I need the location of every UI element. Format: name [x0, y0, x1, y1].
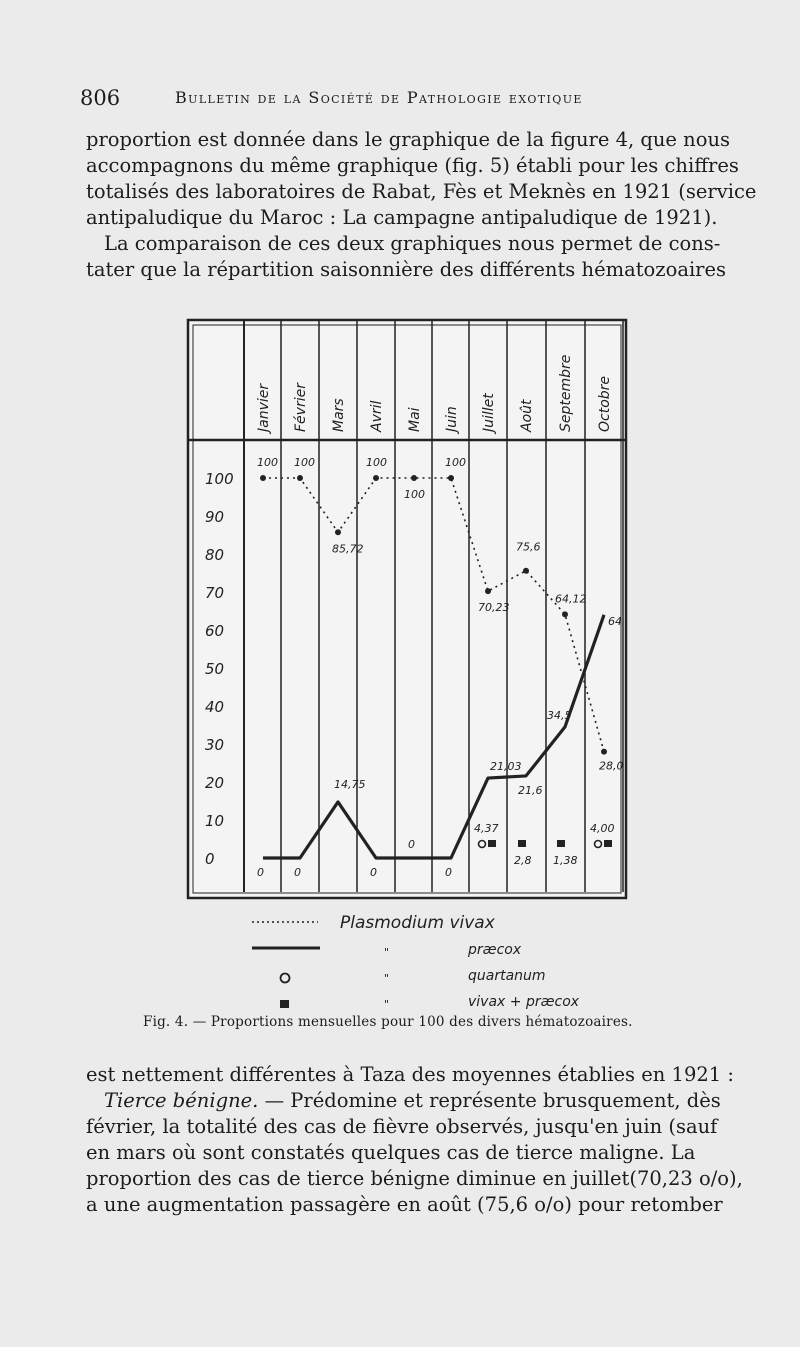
- praecox-value-label: 0: [408, 838, 415, 851]
- text-line: a une augmentation passagère en août (75,6 o/o) pour retomber: [86, 1193, 723, 1216]
- praecox-value-label: 34,5: [547, 708, 572, 722]
- text-line: [86, 1088, 729, 1114]
- text-line: proportion des cas de tierce bénigne diminue en juillet(70,23 o/o),: [86, 1167, 743, 1190]
- text-line: totalisés des laboratoires de Rabat, Fès et Meknès en 1921 (service: [86, 180, 757, 203]
- section-heading: Tierce bénigne.: [104, 1089, 259, 1112]
- praecox-value-label: 0: [257, 866, 264, 879]
- vivax-value-label: 100: [445, 456, 466, 469]
- text-line: est nettement différentes à Taza des moyennes établies en 1921 :: [86, 1063, 734, 1086]
- vivax-value-label: 28,0: [599, 759, 624, 773]
- vivax-point: [411, 475, 417, 481]
- legend-ditto-mark: ": [384, 972, 390, 985]
- month-label: Mai: [407, 407, 423, 432]
- legend-text: Plasmodium vivax: [340, 913, 495, 933]
- y-tick-label: 10: [205, 812, 225, 830]
- vivax-value-label: 64,12: [555, 592, 587, 606]
- praecox-value-label: 14,75: [334, 777, 366, 791]
- vivax-point: [448, 475, 454, 481]
- y-tick-label: 20: [205, 774, 225, 792]
- text-line: La comparaison de ces deux graphiques nous permet de cons-: [104, 232, 721, 255]
- vivax-value-label: 100: [366, 456, 387, 469]
- praecox-value-label: 64: [608, 614, 622, 628]
- vivax-value-label: 100: [257, 456, 278, 469]
- text-line: antipaludique du Maroc : La campagne antipaludique de 1921).: [86, 206, 718, 229]
- legend-ditto-mark: ": [384, 998, 390, 1011]
- month-label: Septembre: [558, 354, 574, 432]
- vivax-praecox-marker: [518, 840, 526, 847]
- y-tick-label: 70: [205, 584, 225, 602]
- vivax-point: [373, 475, 379, 481]
- legend-text: præcox: [468, 942, 522, 958]
- y-tick-label: 60: [205, 622, 225, 640]
- vivax-praecox-marker: [557, 840, 565, 847]
- body-paragraph: [86, 1062, 743, 1218]
- vivax-point: [562, 611, 568, 617]
- caption-text: — Proportions mensuelles pour 100 des divers hématozoaires.: [192, 1014, 633, 1030]
- quartanum-value-label: 4,00: [590, 822, 615, 835]
- y-tick-label: 100: [205, 470, 234, 488]
- vivax-point: [297, 475, 303, 481]
- legend-ditto-mark: ": [384, 946, 390, 959]
- month-label: Octobre: [597, 375, 613, 432]
- y-tick-label: 0: [205, 850, 215, 868]
- praecox-value-label: 0: [370, 866, 377, 879]
- quartanum-value-label: 4,37: [474, 822, 499, 835]
- vivax-point: [523, 568, 529, 574]
- vivax-value-label: 85,72: [332, 542, 364, 556]
- vivax-point: [485, 588, 491, 594]
- praecox-value-label: 21,6: [518, 783, 543, 797]
- y-tick-label: 40: [205, 698, 225, 716]
- page-number: 806: [80, 86, 121, 110]
- vivax-point: [335, 529, 341, 535]
- figure-caption: [143, 1014, 633, 1030]
- month-label: Février: [293, 383, 309, 432]
- text-line: en mars où sont constatés quelques cas de tierce maligne. La: [86, 1141, 696, 1164]
- legend-circle-symbol: [281, 974, 290, 983]
- month-label: Janvier: [256, 383, 272, 432]
- y-tick-label: 80: [205, 546, 225, 564]
- vivax-value-label: 100: [294, 456, 315, 469]
- vivax-praecox-marker: [604, 840, 612, 847]
- chart-legend: [252, 913, 580, 1011]
- vivax-praecox-value-label: 1,38: [553, 854, 578, 867]
- vivax-value-label: 75,6: [516, 540, 541, 554]
- month-label: Juillet: [481, 393, 497, 432]
- month-label: Mars: [331, 398, 347, 432]
- vivax-praecox-value-label: 2,8: [514, 854, 532, 867]
- legend-square-symbol: [280, 1000, 289, 1008]
- running-title: Bulletin de la Société de Pathologie exotique: [175, 88, 583, 107]
- text-line: tater que la répartition saisonnière des différents hématozoaires: [86, 258, 727, 281]
- text-line: proportion est donnée dans le graphique de la figure 4, que nous: [86, 128, 731, 151]
- praecox-value-label: 21,03: [490, 760, 522, 774]
- month-label: Août: [519, 399, 535, 432]
- vivax-value-label: 100: [404, 488, 425, 501]
- vivax-point: [260, 475, 266, 481]
- y-tick-label: 30: [205, 736, 225, 754]
- legend-text: quartanum: [468, 968, 546, 984]
- month-label: Avril: [369, 400, 385, 432]
- legend-text: vivax + præcox: [468, 994, 580, 1010]
- vivax-value-label: 70,23: [478, 601, 510, 615]
- month-label: Juin: [444, 406, 460, 432]
- praecox-value-label: 0: [445, 866, 452, 879]
- vivax-point: [601, 749, 607, 755]
- y-tick-label: 90: [205, 508, 225, 526]
- text-fragment: — Prédomine et représente brusquement, dès: [258, 1089, 721, 1112]
- vivax-praecox-marker: [488, 840, 496, 847]
- praecox-value-label: 0: [294, 866, 301, 879]
- y-tick-label: 50: [205, 660, 225, 678]
- caption-label: Fig. 4.: [143, 1014, 189, 1030]
- text-line: février, la totalité des cas de fièvre observés, jusqu'en juin (sauf: [86, 1115, 718, 1138]
- text-line: accompagnons du même graphique (fig. 5) établi pour les chiffres: [86, 154, 739, 177]
